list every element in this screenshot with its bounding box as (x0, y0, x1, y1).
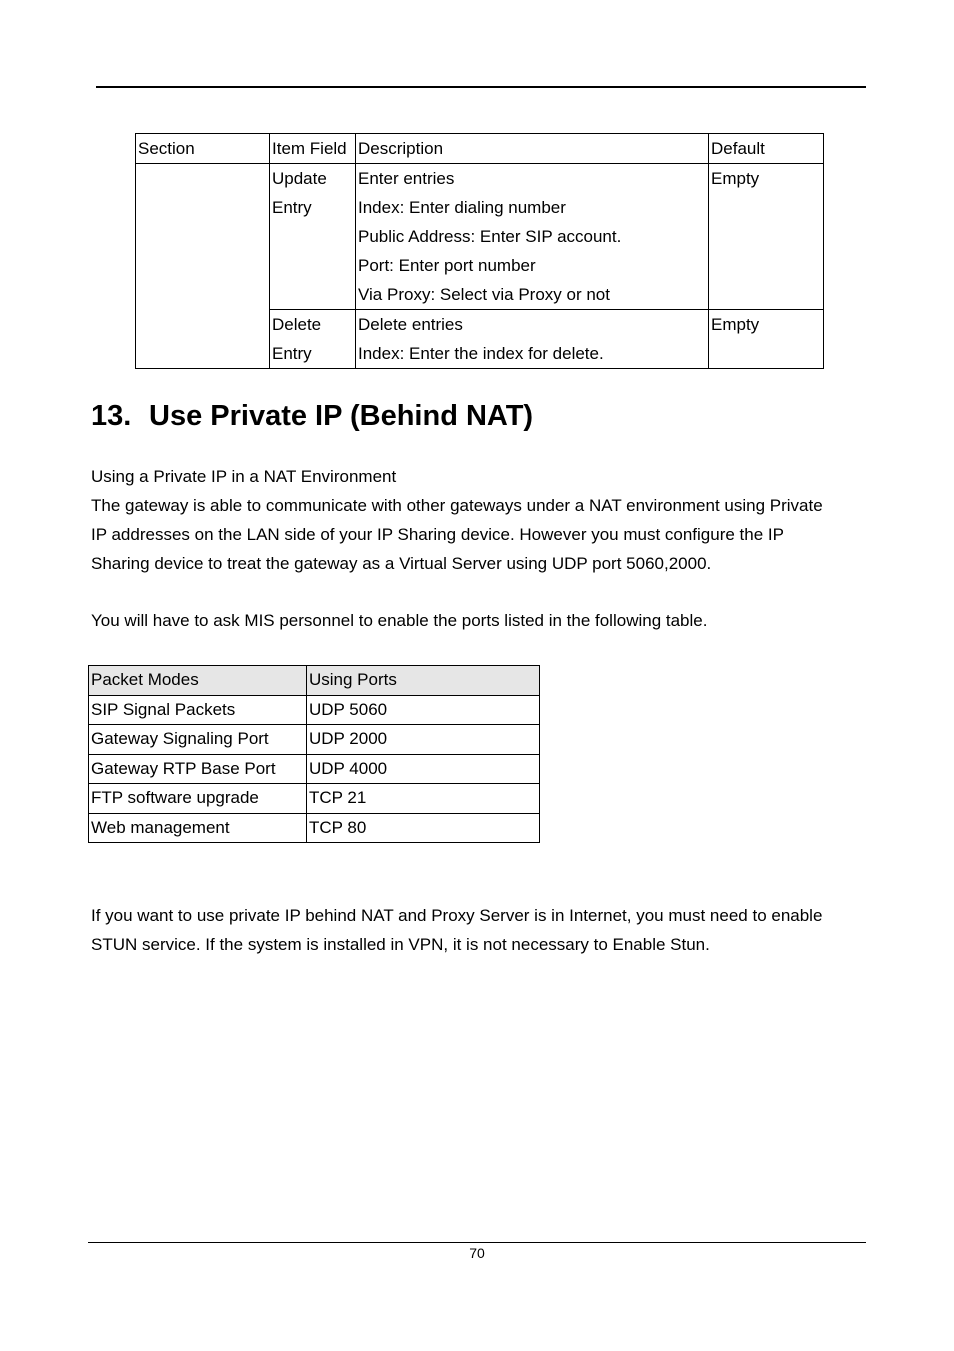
header-cell-default: Default (709, 134, 824, 164)
header-cell-section: Section (136, 134, 270, 164)
description-line: Index: Enter the index for delete. (358, 344, 604, 363)
table-row (89, 784, 540, 814)
section-title: Use Private IP (Behind NAT) (149, 400, 534, 432)
description-line: Port: Enter port number (358, 256, 536, 275)
intro-line: IP addresses on the LAN side of your IP Sharing device. However you must configure the IP (91, 525, 784, 544)
intro-subtitle: Using a Private IP in a NAT Environment (91, 467, 397, 486)
packet-mode-cell: Web management (89, 813, 307, 843)
intro-line: The gateway is able to communicate with other gateways under a NAT environment using Private (91, 496, 823, 515)
description-cell (356, 310, 709, 369)
section-cell-empty (136, 164, 270, 369)
item-field-line: Delete (272, 315, 322, 334)
description-line: Delete entries (358, 315, 463, 334)
header-rule (96, 86, 866, 88)
intro-paragraph (91, 462, 866, 578)
mis-note-paragraph (91, 606, 866, 635)
header-cell-using-ports: Using Ports (307, 666, 540, 696)
stun-paragraph (91, 901, 866, 959)
table-row (89, 754, 540, 784)
packet-mode-cell: FTP software upgrade (89, 784, 307, 814)
default-cell: Empty (709, 164, 824, 310)
stun-line: STUN service. If the system is installed in VPN, it is not necessary to Enable Stun. (91, 935, 710, 954)
item-field-line: Entry (272, 198, 312, 217)
description-line: Via Proxy: Select via Proxy or not (358, 285, 610, 304)
packet-mode-cell: Gateway Signaling Port (89, 725, 307, 755)
entry-fields-table (135, 133, 824, 369)
packet-mode-cell: Gateway RTP Base Port (89, 754, 307, 784)
item-field-cell (270, 310, 356, 369)
page-number: 70 (469, 1245, 485, 1261)
table-row (136, 164, 824, 310)
mis-note: You will have to ask MIS personnel to enable the ports listed in the following table. (91, 611, 708, 630)
table-row (89, 695, 540, 725)
header-cell-item-field: Item Field (270, 134, 356, 164)
item-field-line: Entry (272, 344, 312, 363)
footer-rule (88, 1242, 866, 1243)
table-header-row (89, 666, 540, 696)
default-cell: Empty (709, 310, 824, 369)
ports-table (88, 665, 540, 843)
port-cell: UDP 5060 (307, 695, 540, 725)
description-cell (356, 164, 709, 310)
port-cell: UDP 4000 (307, 754, 540, 784)
description-line: Index: Enter dialing number (358, 198, 566, 217)
packet-mode-cell: SIP Signal Packets (89, 695, 307, 725)
description-line: Enter entries (358, 169, 455, 188)
section-number: 13. (91, 400, 132, 432)
port-cell: UDP 2000 (307, 725, 540, 755)
header-cell-packet-modes: Packet Modes (89, 666, 307, 696)
port-cell: TCP 21 (307, 784, 540, 814)
item-field-line: Update (272, 169, 327, 188)
item-field-cell (270, 164, 356, 310)
port-cell: TCP 80 (307, 813, 540, 843)
header-cell-description: Description (356, 134, 709, 164)
intro-line: Sharing device to treat the gateway as a Virtual Server using UDP port 5060,2000. (91, 554, 712, 573)
table-row (89, 813, 540, 843)
section-heading (91, 400, 533, 433)
table-header-row (136, 134, 824, 164)
stun-line: If you want to use private IP behind NAT and Proxy Server is in Internet, you must need to enable (91, 906, 823, 925)
description-line: Public Address: Enter SIP account. (358, 227, 622, 246)
table-row (89, 725, 540, 755)
